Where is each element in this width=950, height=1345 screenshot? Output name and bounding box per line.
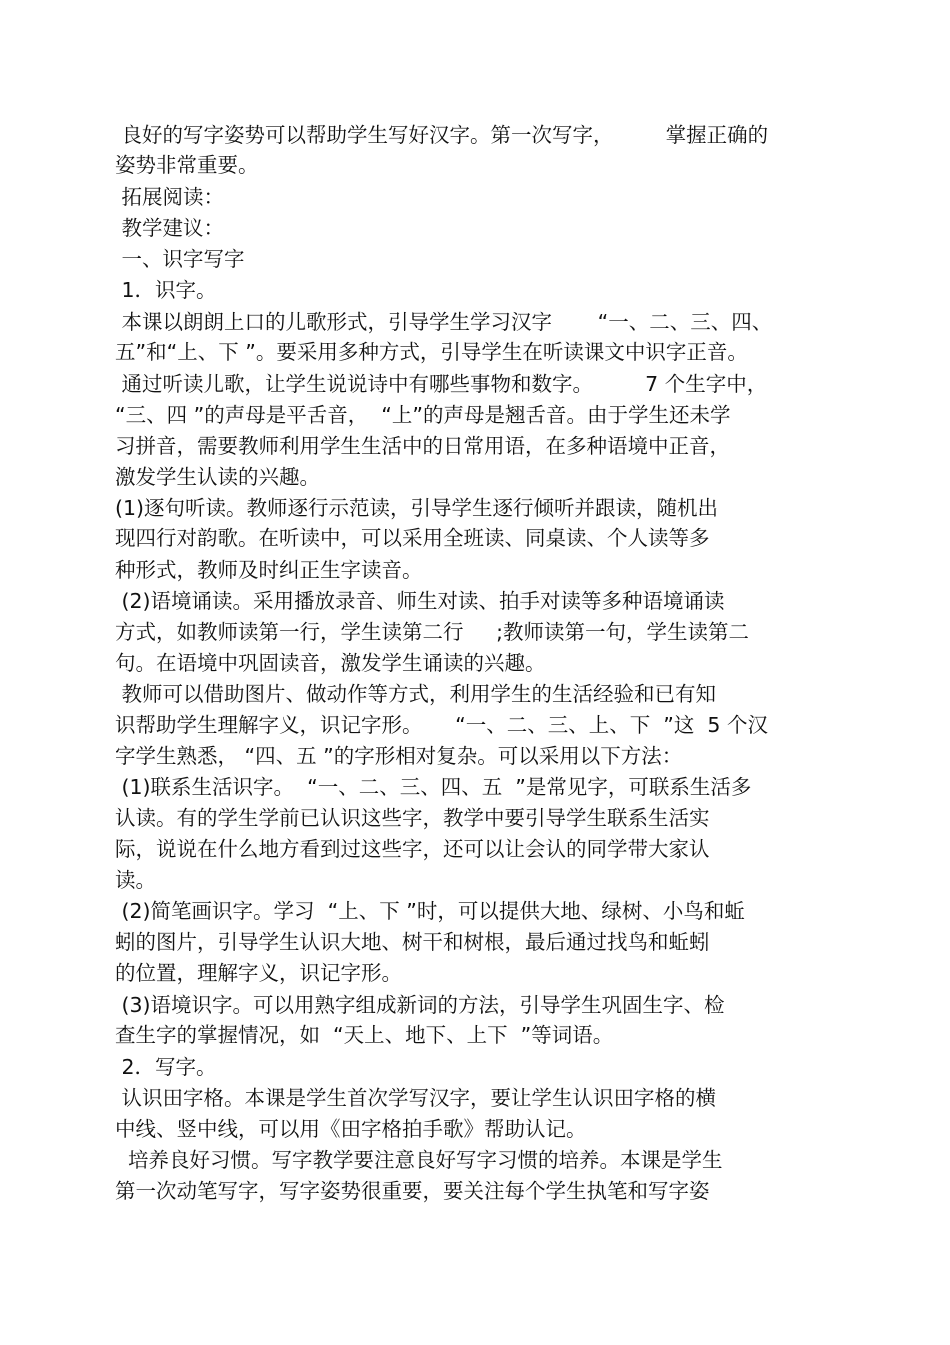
text-line: 教学建议： <box>115 216 225 240</box>
text-line: 五”和“上、下 ”。要采用多种方式，引导学生在听读课文中识字正音。 <box>115 340 748 364</box>
subsection-heading: 2．写字。 <box>115 1055 217 1079</box>
text-line: 良好的写字姿势可以帮助学生写好汉字。第一次写字， 掌握正确的 <box>115 123 769 147</box>
text-line: (2)语境诵读。采用播放录音、师生对读、拍手对读等多种语境诵读 <box>115 589 725 613</box>
subsection-heading: 1．识字。 <box>115 278 217 302</box>
text-line: (1)逐句听读。教师逐行示范读，引导学生逐行倾听并跟读，随机出 <box>115 496 719 520</box>
text-line: 习拼音，需要教师利用学生生活中的日常用语，在多种语境中正音， <box>115 434 730 458</box>
text-line: (2)简笔画识字。学习 “上、下 ”时，可以提供大地、绿树、小鸟和蚯 <box>115 899 745 923</box>
text-line: 通过听读儿歌，让学生说说诗中有哪些事物和数字。 7 个生字中， <box>115 372 768 396</box>
text-line: 方式，如教师读第一行，学生读第二行 ;教师读第一句，学生读第二 <box>115 620 749 644</box>
section-heading: 一、识字写字 <box>115 247 245 271</box>
text-line: 激发学生认读的兴趣。 <box>115 465 320 489</box>
text-line: 中线、竖中线，可以用《田字格拍手歌》帮助认记。 <box>115 1117 587 1141</box>
text-line: “三、四 ”的声母是平舌音， “上”的声母是翘舌音。由于学生还未学 <box>115 403 731 427</box>
text-line: 教师可以借助图片、做动作等方式，利用学生的生活经验和已有知 <box>115 682 717 706</box>
text-line: (3)语境识字。可以用熟字组成新词的方法，引导学生巩固生字、检 <box>115 993 725 1017</box>
text-line: 拓展阅读： <box>115 185 225 209</box>
text-line: 蚓的图片，引导学生认识大地、树干和树根，最后通过找鸟和蚯蚓 <box>115 930 710 954</box>
text-line: 读。 <box>115 868 156 892</box>
text-line: 培养良好习惯。写字教学要注意良好写字习惯的培养。本课是学生 <box>115 1148 723 1172</box>
text-line: 认读。有的学生学前已认识这些字，教学中要引导学生联系生活实 <box>115 806 710 830</box>
text-line: (1)联系生活识字。 “一、二、三、四、五 ”是常见字，可联系生活多 <box>115 775 752 799</box>
text-line: 认识田字格。本课是学生首次学写汉字，要让学生认识田字格的横 <box>115 1086 717 1110</box>
text-line: 字学生熟悉， “四、五 ”的字形相对复杂。可以采用以下方法： <box>115 744 683 768</box>
text-line: 查生字的掌握情况，如 “天上、地下、上下 ”等词语。 <box>115 1023 614 1047</box>
text-line: 识帮助学生理解字义，识记字形。 “一、二、三、上、下 ”这 5 个汉 <box>115 713 768 737</box>
text-line: 第一次动笔写字，写字姿势很重要，要关注每个学生执笔和写字姿 <box>115 1179 710 1203</box>
text-line: 现四行对韵歌。在听读中，可以采用全班读、同桌读、个人读等多 <box>115 526 710 550</box>
text-line: 本课以朗朗上口的儿歌形式，引导学生学习汉字 “一、二、三、四、 <box>115 310 773 334</box>
text-line: 际，说说在什么地方看到过这些字，还可以让会认的同学带大家认 <box>115 837 710 861</box>
text-line: 种形式，教师及时纠正生字读音。 <box>115 558 423 582</box>
text-line: 句。在语境中巩固读音，激发学生诵读的兴趣。 <box>115 651 546 675</box>
text-line: 姿势非常重要。 <box>115 153 259 177</box>
text-line: 的位置，理解字义，识记字形。 <box>115 961 402 985</box>
